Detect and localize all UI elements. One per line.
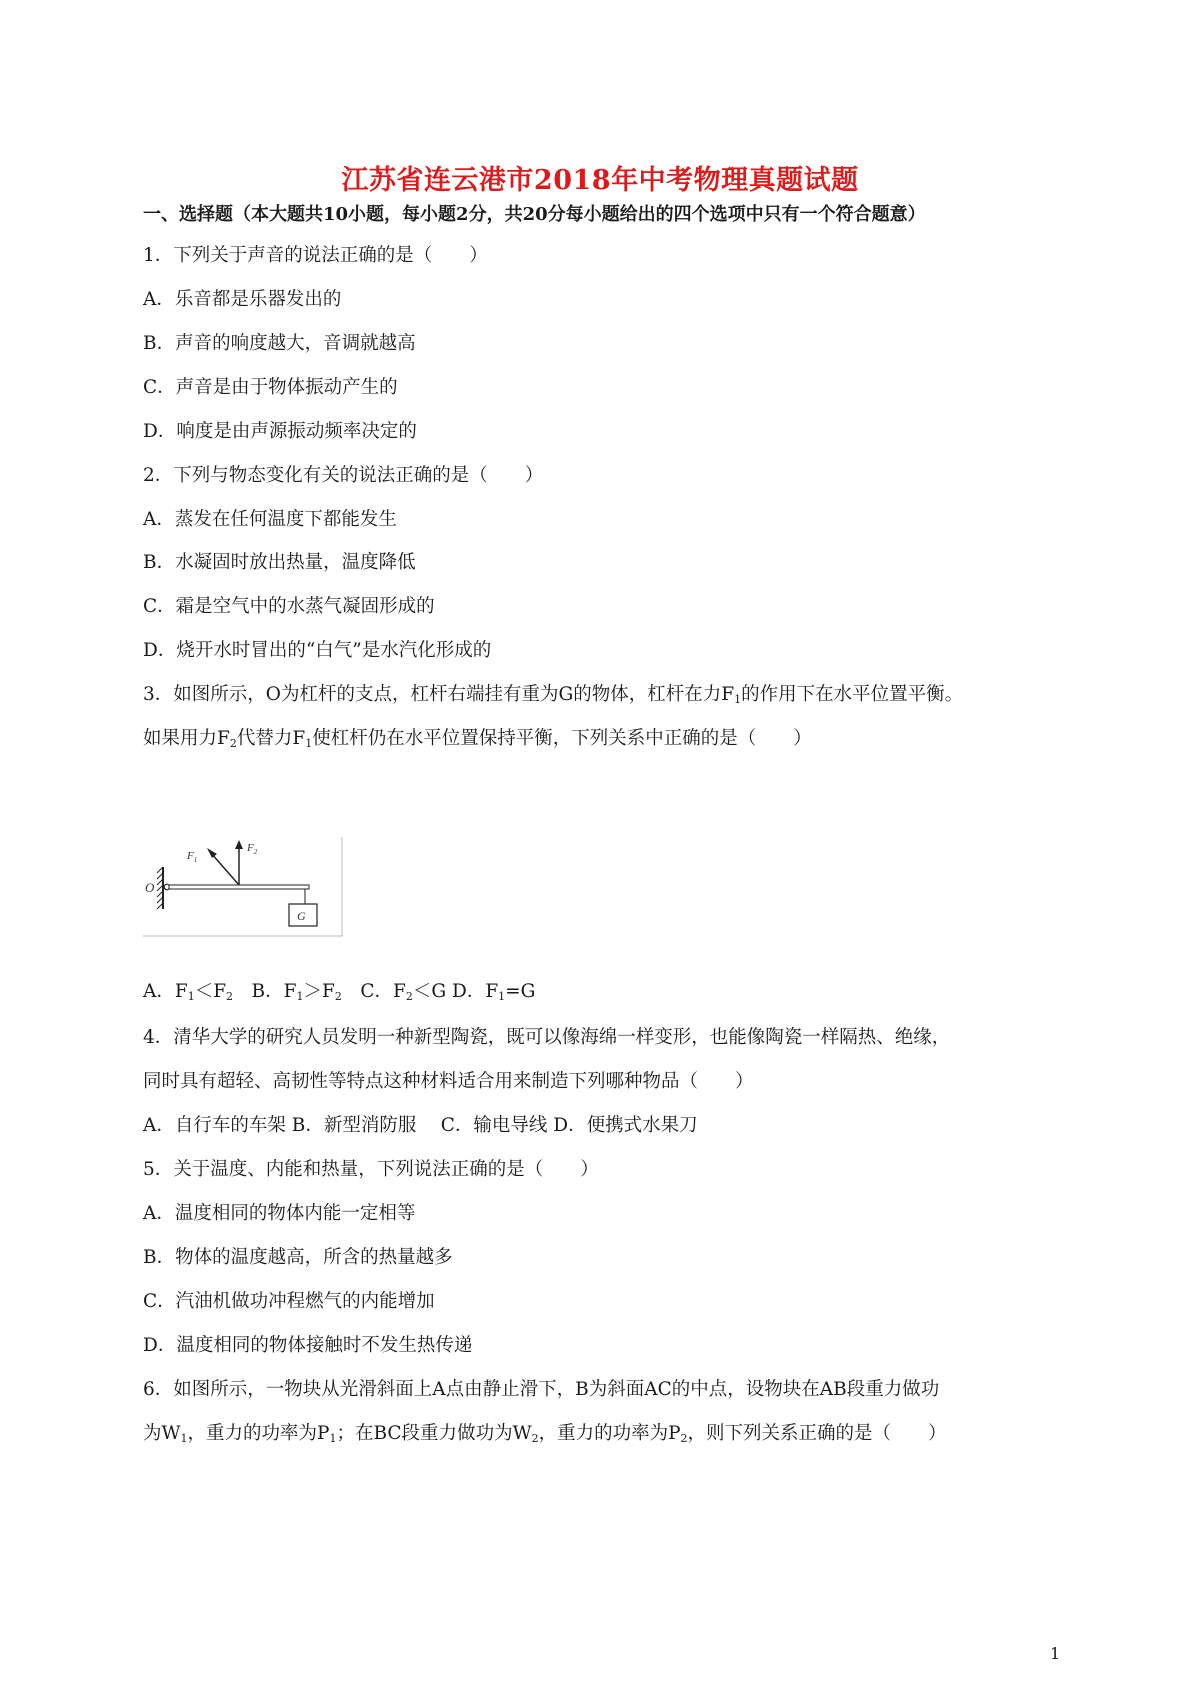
q4-stem-line1: 4．清华大学的研究人员发明一种新型陶瓷，既可以像海绵一样变形，也能像陶瓷一样隔热、绝缘， xyxy=(143,1027,951,1048)
label-o: O xyxy=(145,880,155,895)
q2-option-a: A．蒸发在任何温度下都能发生 xyxy=(143,509,397,530)
q2-stem: 2．下列与物态变化有关的说法正确的是（ ） xyxy=(143,465,544,486)
q6-stem-line2: 为$W_1$，重力的功率为$P_1$；在BC段重力做功为$W_2$，重力的功率为$P_2$，则下列关系正确的是（ ） xyxy=(143,1423,947,1445)
q1-option-b: B．声音的响度越大，音调就越高 xyxy=(143,333,416,354)
q4-stem-line2: 同时具有超轻、高韧性等特点这种材料适合用来制造下列哪种物品（ ） xyxy=(143,1071,754,1092)
force-f1-arrowhead xyxy=(207,848,217,858)
q5-option-c: C．汽油机做功冲程燃气的内能增加 xyxy=(143,1291,435,1312)
page-title: 江苏省连云港市2018年中考物理真题试题 xyxy=(341,165,859,196)
section-heading: 一、选择题（本大题共10小题，每小题2分，共20分每小题给出的四个选项中只有一个符合题意） xyxy=(143,204,926,225)
page-number: 1 xyxy=(1050,1644,1061,1663)
lever-diagram xyxy=(143,837,343,937)
force-f1-arrow xyxy=(211,853,239,885)
force-f2-arrowhead xyxy=(235,840,243,849)
lever-bar xyxy=(169,885,309,889)
q3-options: A．$F_1<F_2$ B．$F_1>F_2$ C．$F_2<G$ D．$F_1=G$ xyxy=(143,981,536,1003)
q1-option-d: D．响度是由声源振动频率决定的 xyxy=(143,421,417,442)
q5-option-b: B．物体的温度越高，所含的热量越多 xyxy=(143,1247,453,1268)
label-g: G xyxy=(297,909,306,923)
q2-option-b: B．水凝固时放出热量，温度降低 xyxy=(143,552,416,573)
q3-stem-line1: 3．如图所示，O为杠杆的支点，杠杆右端挂有重为G的物体，杠杆在力$F_1$的作用下在水平位置平衡。 xyxy=(143,684,964,706)
q1-option-c: C．声音是由于物体振动产生的 xyxy=(143,377,398,398)
q2-option-d: D．烧开水时冒出的“白气”是水汽化形成的 xyxy=(143,640,492,661)
q5-stem: 5．关于温度、内能和热量，下列说法正确的是（ ） xyxy=(143,1159,599,1180)
q3-stem-line2: 如果用力$F_2$代替力$F_1$使杠杆仍在水平位置保持平衡，下列关系中正确的是（ ） xyxy=(143,728,812,750)
q6-stem-line1: 6．如图所示，一物块从光滑斜面上A点由静止滑下，B为斜面AC的中点，设物块在AB段重力做功 xyxy=(143,1379,940,1400)
q1-option-a: A．乐音都是乐器发出的 xyxy=(143,289,342,310)
q1-stem: 1．下列关于声音的说法正确的是（ ） xyxy=(143,245,488,266)
q4-options: A．自行车的车架 B．新型消防服 C．输电导线 D．便携式水果刀 xyxy=(143,1115,698,1136)
label-f2: $F_2$ xyxy=(247,842,258,856)
q5-option-a: A．温度相同的物体内能一定相等 xyxy=(143,1203,416,1224)
label-f1: $F_1$ xyxy=(187,850,198,864)
q2-option-c: C．霜是空气中的水蒸气凝固形成的 xyxy=(143,596,435,617)
q5-option-d: D．温度相同的物体接触时不发生热传递 xyxy=(143,1335,473,1356)
